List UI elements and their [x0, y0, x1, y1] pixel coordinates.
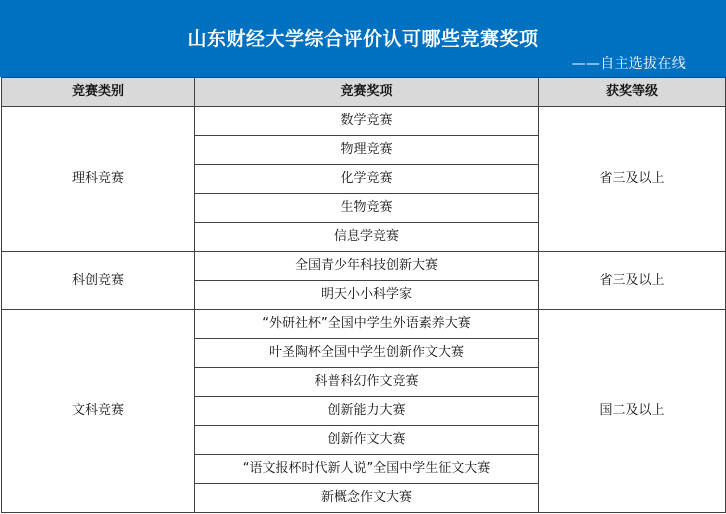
- award-cell: 全国青少年科技创新大赛: [195, 252, 539, 281]
- award-cell: 创新作文大赛: [195, 426, 539, 455]
- award-cell: 生物竞赛: [195, 194, 539, 223]
- category-cell-science: 理科竞赛: [2, 107, 195, 252]
- award-cell: 信息学竞赛: [195, 223, 539, 252]
- header-level: 获奖等级: [539, 78, 726, 107]
- table-row: [2, 107, 726, 136]
- page-title: 山东财经大学综合评价认可哪些竞赛奖项: [187, 28, 539, 50]
- award-cell: 科普科幻作文竞赛: [195, 368, 539, 397]
- table-header-row: [2, 78, 726, 107]
- header-category: 竞赛类别: [2, 78, 195, 107]
- header-award: 竞赛奖项: [195, 78, 539, 107]
- award-cell: 物理竞赛: [195, 136, 539, 165]
- award-cell: “外研社杯”全国中学生外语素养大赛: [195, 310, 539, 339]
- award-cell: 化学竞赛: [195, 165, 539, 194]
- table-row: [2, 310, 726, 339]
- level-cell-innovation: 省三及以上: [539, 252, 726, 310]
- award-cell: 明天小小科学家: [195, 281, 539, 310]
- award-cell: 叶圣陶杯全国中学生创新作文大赛: [195, 339, 539, 368]
- level-cell-science: 省三及以上: [539, 107, 726, 252]
- category-cell-innovation: 科创竞赛: [2, 252, 195, 310]
- page-subtitle: ——自主选拔在线: [571, 56, 686, 72]
- competition-table: [1, 77, 726, 513]
- title-banner: [0, 0, 726, 77]
- category-cell-humanities: 文科竞赛: [2, 310, 195, 513]
- award-cell: 数学竞赛: [195, 107, 539, 136]
- table-row: [2, 252, 726, 281]
- award-cell: 新概念作文大赛: [195, 484, 539, 513]
- award-cell: “语文报杯时代新人说”全国中学生征文大赛: [195, 455, 539, 484]
- table-body: [2, 107, 726, 513]
- award-cell: 创新能力大赛: [195, 397, 539, 426]
- level-cell-humanities: 国二及以上: [539, 310, 726, 513]
